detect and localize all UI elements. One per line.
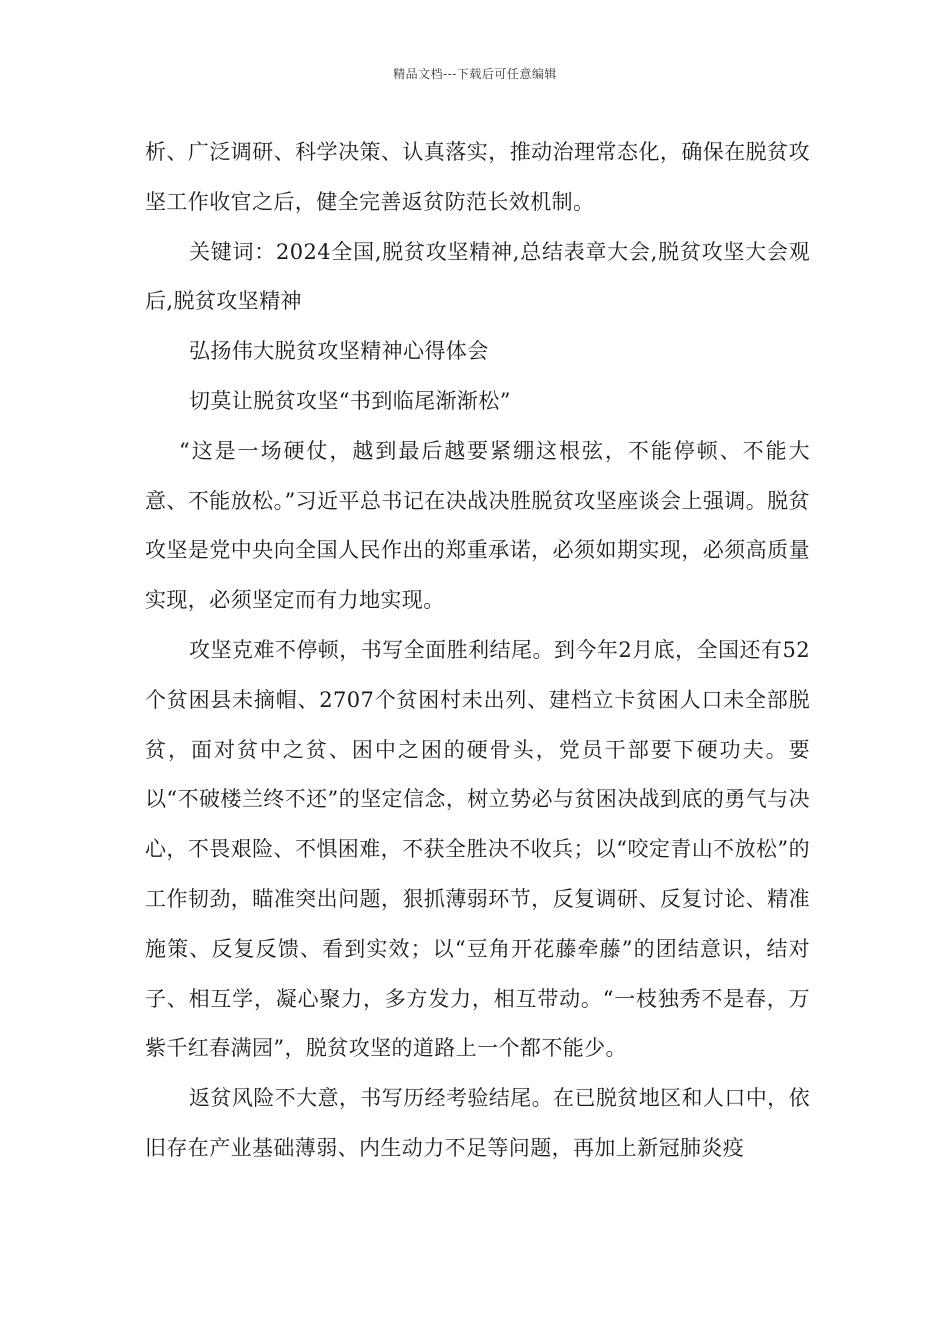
paragraph-subtitle: 切莫让脱贫攻坚“书到临尾渐渐松”: [189, 388, 511, 413]
paragraph-title: 弘扬伟大脱贫攻坚精神心得体会: [189, 339, 489, 364]
paragraph-body: 攻坚克难不停顿，书写全面胜利结尾。到今年2月底，全国还有52个贫困县未摘帽、2707个贫困村未出列、建档立卡贫困人口未全部脱贫，面对贫中之贫、困中之困的硬骨头，党员干部要下硬功夫。要以“不破楼兰终不还”的坚定信念，树立势必与贫困决战到底的勇气与决心，不畏艰险、不惧困难，不获全胜决不收兵；以“咬定青山不放松”的工作韧劲，瞄准突出问题，狠抓薄弱环节，反复调研、反复讨论、精准施策、反复反馈、看到实效；以“豆角开花藤牵藤”的团结意识，结对子、相互学，凝心聚力，多方发力，相互带动。“一枝独秀不是春，万紫千红春满园”，脱贫攻坚的道路上一个都不能少。: [145, 637, 810, 1061]
paragraph-body: 返贫风险不大意，书写历经考验结尾。在已脱贫地区和人口中，依旧存在产业基础薄弱、内生动力不足等问题，再加上新冠肺炎疫: [145, 1086, 810, 1160]
document-body: [145, 128, 810, 1174]
paragraph-keywords: 关键词：2024全国,脱贫攻坚精神,总结表章大会,脱贫攻坚大会观后,脱贫攻坚精神: [145, 239, 810, 314]
paragraph-quote: “这是一场硬仗，越到最后越要紧绷这根弦，不能停顿、不能大意、不能放松。”习近平总书记在决战决胜脱贫攻坚座谈会上强调。脱贫攻坚是党中央向全国人民作出的郑重承诺，必须如期实现，必须高质量实现，必须坚定而有力地实现。: [145, 438, 810, 613]
page-header: 精品文档---下载后可任意编辑: [393, 67, 557, 81]
paragraph-continuation: 析、广泛调研、科学决策、认真落实，推动治理常态化，确保在脱贫攻坚工作收官之后，健全完善返贫防范长效机制。: [145, 140, 810, 214]
